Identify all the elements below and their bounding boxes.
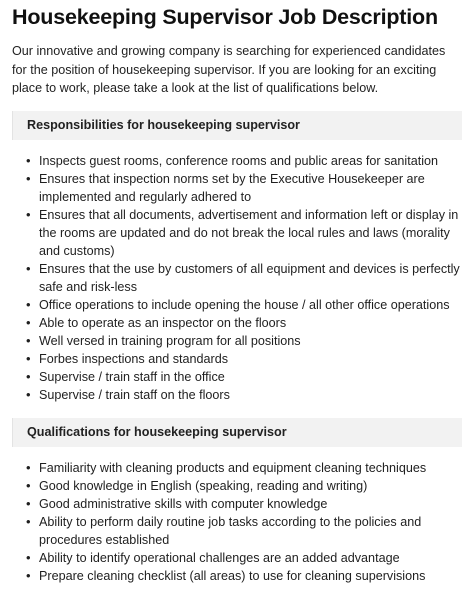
list-item: • Supervise / train staff in the office [39,368,462,386]
list-item: • Inspects guest rooms, conference rooms and public areas for sanitation [39,152,462,170]
list-item: • Ensures that the use by customers of all equipment and devices is perfectly safe and risk-less [39,260,462,296]
qualifications-heading: Qualifications for housekeeping supervisor [12,418,462,447]
responsibilities-list [12,152,462,404]
responsibilities-heading: Responsibilities for housekeeping supervisor [12,111,462,140]
list-item: • Good administrative skills with computer knowledge [39,495,462,513]
list-item: • Familiarity with cleaning products and equipment cleaning techniques [39,459,462,477]
intro-paragraph: Our innovative and growing company is searching for experienced candidates for the position of housekeeping supervisor. If you are looking for an exciting place to work, please take a look at the list of qualifications below. [12,44,446,95]
list-item: • Ability to identify operational challenges are an added advantage [39,549,462,567]
qualifications-list [12,459,462,585]
list-item: • Ensures that all documents, advertisement and information left or display in the rooms are updated and do not break the local rules and laws (morality and customs) [39,206,462,260]
list-item: • Office operations to include opening the house / all other office operations [39,296,462,314]
list-item: • Able to operate as an inspector on the floors [39,314,462,332]
list-item: • Ensures that inspection norms set by the Executive Housekeeper are implemented and regularly adhered to [39,170,462,206]
list-item: • Well versed in training program for all positions [39,332,462,350]
page-title: Housekeeping Supervisor Job Description [12,5,438,29]
list-item: • Good knowledge in English (speaking, reading and writing) [39,477,462,495]
list-item: • Supervise / train staff on the floors [39,386,462,404]
list-item: • Ability to perform daily routine job tasks according to the policies and procedures established [39,513,462,549]
list-item: • Prepare cleaning checklist (all areas) to use for cleaning supervisions [39,567,462,585]
list-item: • Forbes inspections and standards [39,350,462,368]
